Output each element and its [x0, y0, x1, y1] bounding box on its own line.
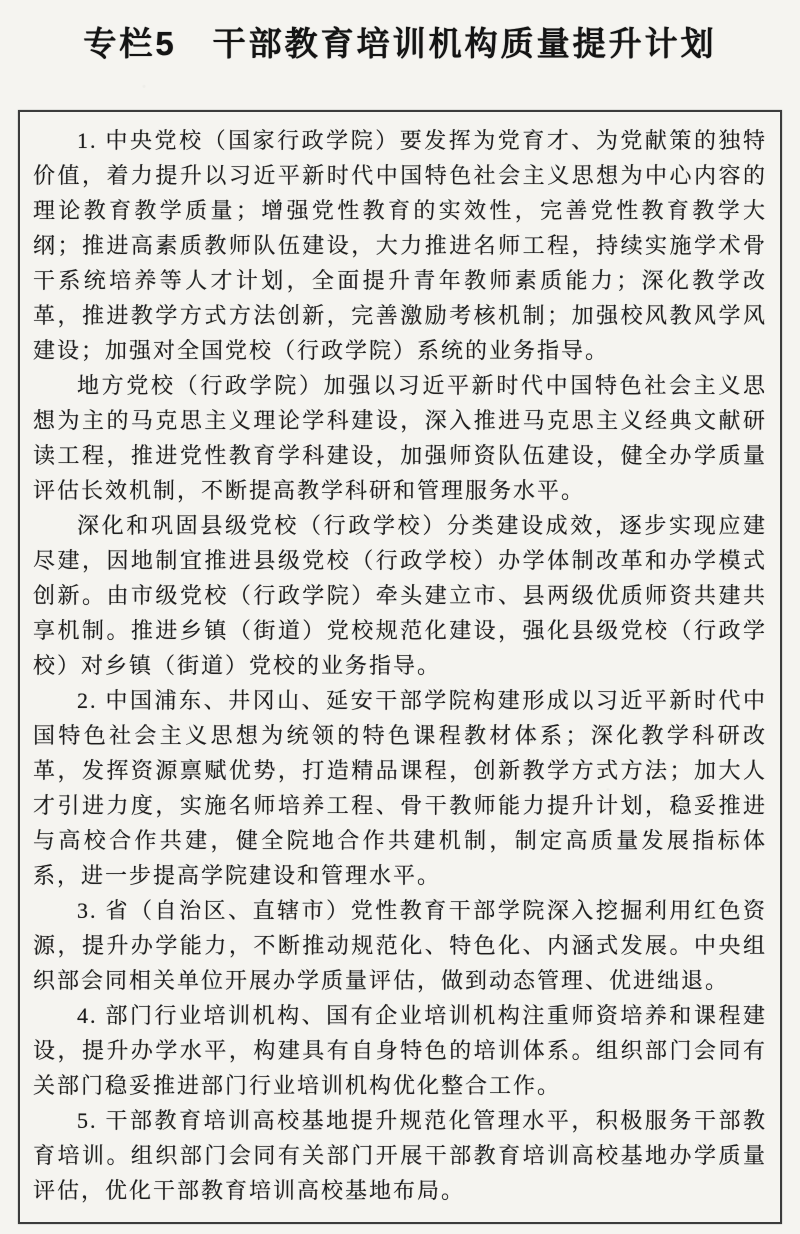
paragraph-4-cadre-academies: 2. 中国浦东、井冈山、延安干部学院构建形成以习近平新时代中国特色社会主义思想为统领的特色课程教材体系；深化教学科研改革，发挥资源禀赋优势，打造精品课程，创新教学方式方法；加大人才引进力度，实施名师培养工程、骨干教师能力提升计划，稳妥推进与高校合作共建，健全院地合作共建机制，制定高质量发展指标体系，进一步提高学院建设和管理水平。 — [33, 688, 767, 888]
content-box — [18, 110, 782, 1224]
paragraph-1-central-party-school: 1. 中央党校（国家行政学院）要发挥为党育才、为党献策的独特价值，着力提升以习近平新时代中国特色社会主义思想为中心内容的理论教育教学质量；增强党性教育的实效性，完善党性教育教学大纲；推进高素质教师队伍建设，大力推进名师工程，持续实施学术骨干系统培养等人才计划，全面提升青年教师素质能力；深化教学改革，推进教学方式方法创新，完善激励考核机制；加强校风教风学风建设；加强对全国党校（行政学院）系统的业务指导。 — [33, 128, 767, 363]
column-title: 专栏5 干部教育培训机构质量提升计划 — [83, 25, 717, 62]
paragraph-3-county-party-schools: 深化和巩固县级党校（行政学校）分类建设成效，逐步实现应建尽建，因地制宜推进县级党校（行政学校）办学体制改革和办学模式创新。由市级党校（行政学院）牵头建立市、县两级优质师资共建共享机制。推进乡镇（街道）党校规范化建设，强化县级党校（行政学校）对乡镇（街道）党校的业务指导。 — [33, 513, 767, 678]
paragraph-6-sector-training-institutions: 4. 部门行业培训机构、国有企业培训机构注重师资培养和课程建设，提升办学水平，构建具有自身特色的培训体系。组织部门会同有关部门稳妥推进部门行业培训机构优化整合工作。 — [33, 1003, 767, 1098]
paragraph-7-university-training-bases: 5. 干部教育培训高校基地提升规范化管理水平，积极服务干部教育培训。组织部门会同有关部门开展干部教育培训高校基地办学质量评估，优化干部教育培训高校基地布局。 — [33, 1108, 767, 1203]
paragraph-5-provincial-institutes: 3. 省（自治区、直辖市）党性教育干部学院深入挖掘利用红色资源，提升办学能力，不断推动规范化、特色化、内涵式发展。中央组织部会同相关单位开展办学质量评估，做到动态管理、优进绌退。 — [33, 898, 767, 993]
paragraph-2-local-party-schools: 地方党校（行政学院）加强以习近平新时代中国特色社会主义思想为主的马克思主义理论学科建设，深入推进马克思主义经典文献研读工程，推进党性教育学科建设，加强师资队伍建设，健全办学质量评估长效机制，不断提高教学科研和管理服务水平。 — [33, 373, 767, 503]
